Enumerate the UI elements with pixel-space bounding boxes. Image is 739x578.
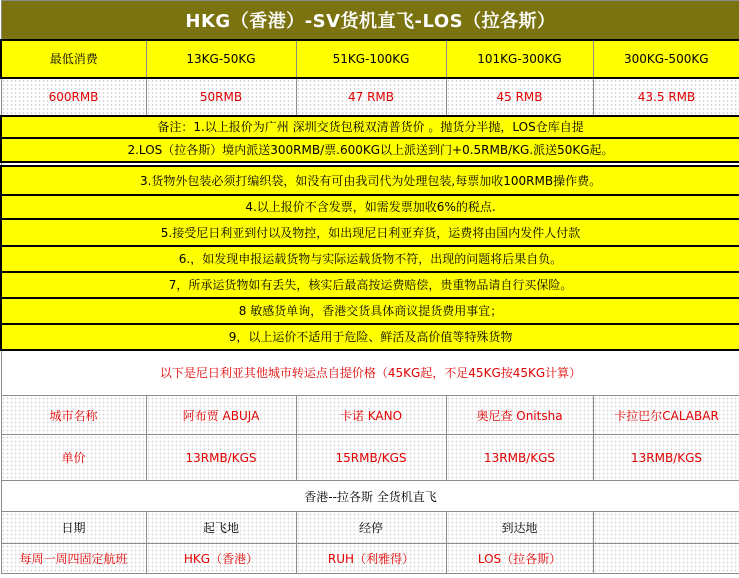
note-8: 8 敏感货单询，香港交货具体商议提货费用事宜；	[1, 298, 739, 324]
tier-header-101-300: 101KG-300KG	[446, 40, 593, 78]
unit-price-row	[1, 435, 739, 481]
flight-title-row	[1, 481, 739, 512]
unit-price-abuja: 13RMB/KGS	[146, 435, 296, 481]
note-row	[1, 272, 739, 298]
unit-price-onitsha: 13RMB/KGS	[446, 435, 593, 481]
note-3: 3.货物外包装必须打编织袋，如没有可由我司代为处理包装,每票加收100RMB操作费。	[1, 166, 739, 195]
note-row	[1, 246, 739, 272]
note-6: 6.，如发现申报运载货物与实际运载货物不符，出现的问题将后果自负。	[1, 246, 739, 272]
min-charge-value: 600RMB	[1, 78, 146, 116]
city-abuja: 阿布贾 ABUJA	[146, 396, 296, 435]
flight-title: 香港--拉各斯 全货机直飞	[1, 481, 739, 512]
flight-header-date: 日期	[1, 512, 146, 544]
unit-price-label: 单价	[1, 435, 146, 481]
tier-price-13-50: 50RMB	[146, 78, 296, 116]
flight-empty	[593, 544, 739, 574]
note-row	[1, 166, 739, 195]
city-row	[1, 396, 739, 435]
tier-header-51-100: 51KG-100KG	[296, 40, 446, 78]
flight-row	[1, 544, 739, 574]
title-row	[1, 1, 739, 40]
unit-price-kano: 15RMB/KGS	[296, 435, 446, 481]
city-kano: 卡诺 KANO	[296, 396, 446, 435]
price-value-row	[1, 78, 739, 116]
note-9: 9，以上运价不适用于危险、鲜活及高价值等特殊货物	[1, 324, 739, 350]
note-1: 备注：1.以上报价为广州 深圳交货包税双清普货价 。抛货分半抛，LOS仓库自提	[1, 116, 739, 138]
tier-header-13-50: 13KG-50KG	[146, 40, 296, 78]
flight-header-origin: 起飞地	[146, 512, 296, 544]
tier-price-51-100: 47 RMB	[296, 78, 446, 116]
page-title: HKG（香港）-SV货机直飞-LOS（拉各斯）	[1, 1, 739, 40]
unit-price-calabar: 13RMB/KGS	[593, 435, 739, 481]
price-header-row	[1, 40, 739, 78]
flight-header-stopover: 经停	[296, 512, 446, 544]
note-row	[1, 138, 739, 162]
flight-origin: HKG（香港）	[146, 544, 296, 574]
city-calabar: 卡拉巴尔CALABAR	[593, 396, 739, 435]
city-label: 城市名称	[1, 396, 146, 435]
note-row	[1, 298, 739, 324]
transfer-notice-row	[1, 350, 739, 396]
note-row	[1, 219, 739, 246]
flight-destination: LOS（拉各斯）	[446, 544, 593, 574]
note-row	[1, 324, 739, 350]
flight-stopover: RUH（利雅得）	[296, 544, 446, 574]
note-row	[1, 195, 739, 219]
city-onitsha: 奥尼查 Onitsha	[446, 396, 593, 435]
note-4: 4.以上报价不含发票，如需发票加收6%的税点.	[1, 195, 739, 219]
flight-header-empty	[593, 512, 739, 544]
note-7: 7，所承运货物如有丢失，核实后最高按运费赔偿，贵重物品请自行买保险。	[1, 272, 739, 298]
note-row	[1, 116, 739, 138]
flight-header-destination: 到达地	[446, 512, 593, 544]
flight-schedule: 每周一周四固定航班	[1, 544, 146, 574]
tier-price-300-500: 43.5 RMB	[593, 78, 739, 116]
min-charge-header: 最低消费	[1, 40, 146, 78]
tier-header-300-500: 300KG-500KG	[593, 40, 739, 78]
transfer-notice: 以下是尼日利亚其他城市转运点自提价格（45KG起，不足45KG按45KG计算）	[1, 350, 739, 396]
tier-price-101-300: 45 RMB	[446, 78, 593, 116]
flight-header-row	[1, 512, 739, 544]
note-5: 5.接受尼日利亚到付以及物控，如出现尼日利亚弃货，运费将由国内发件人付款	[1, 219, 739, 246]
note-2: 2.LOS（拉各斯）境内派送300RMB/票.600KG以上派送到门+0.5RMB/KG.派送50KG起。	[1, 138, 739, 162]
